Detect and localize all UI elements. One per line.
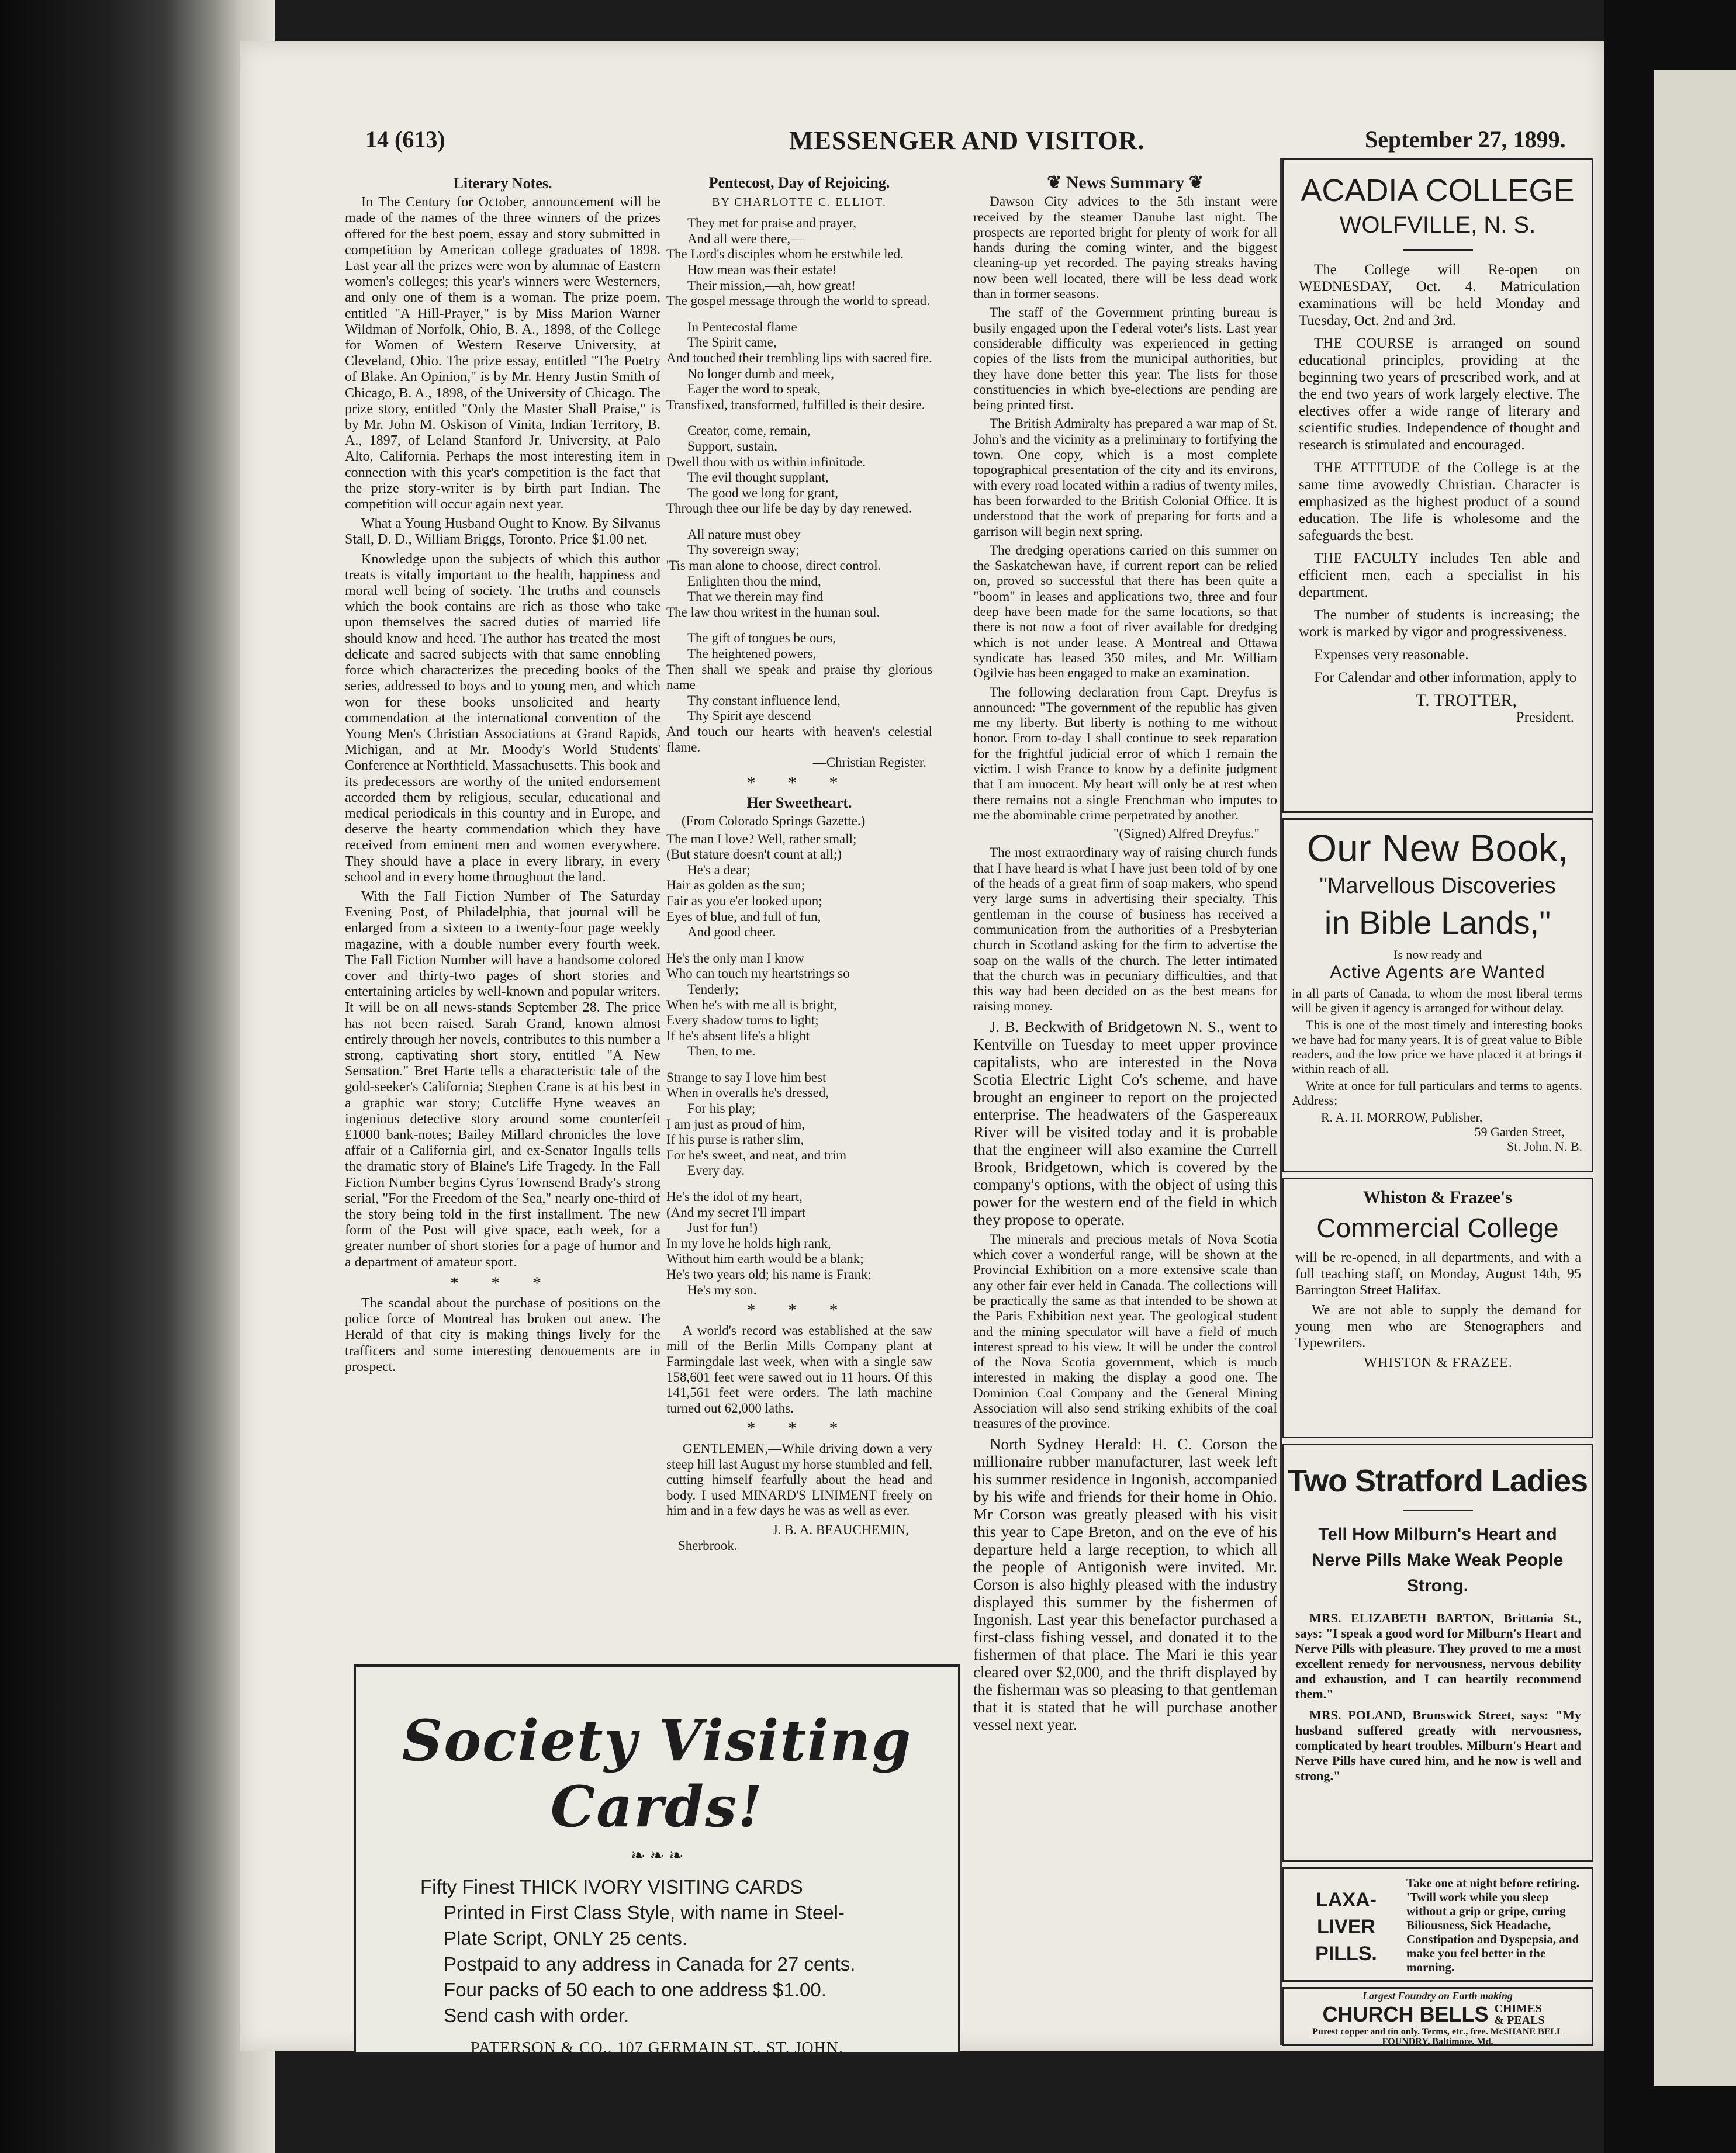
poem-line: And touch our hearts with heaven's celestial flame. [666,724,932,754]
column-poems [666,175,932,1553]
poem-line: Strange to say I love him best [666,1069,826,1085]
ad-firm: Whiston & Frazee's [1363,1188,1512,1207]
paragraph: THE COURSE is arranged on sound educational principles, providing at the beginning two years of prescribed work, and at the end two years of work largely elective. The electives offer a wide range of literary and scientific studies. Independence of thought and research is stimulated and encouraged. [1299,335,1580,453]
section-title-text: News Summary [1066,173,1185,192]
poem-line: Then shall we speak and praise thy glorious name [666,662,932,693]
poem-line: The gift of tongues be ours, [687,631,836,646]
poem-line: Every shadow turns to light; [666,1013,819,1028]
paragraph: Knowledge upon the subjects of which this author treats is vitally important to the health, happiness and moral well being of society. The truths and counsels which the book contains are rich as those who take upon themselves the sacred duties of married life should know and heed. The author has treated the most delicate and sacred subjects with that same ennobling force which characterizes the preceding books of the series, addressed to boys and to young men, and which won for these books unsolicited and hearty commendation at the international convention of the Young Men's Christian Associations at Grand Rapids, Michigan, and at Mr. Moody's World Students' Conference at Northfield, Massachusetts. This book and its predecessors are worthy of the united endorsement accorded them by religious, secular, educational and medical periodicals in this country and in Europe, and deserve the hearty commendation which they have received from eminent men and women everywhere. They should have a place in every library, in every school and in every home throughout the land. [345,551,660,885]
poem-line: In Pentecostal flame [687,319,797,334]
paragraph: The College will Re-open on WEDNESDAY, Oct. 4. Matriculation examinations will be held Monday and Tuesday, Oct. 2nd and 3rd. [1299,262,1580,328]
paragraph: We are not able to supply the demand for young men who are Stenographers and Typewriters. [1295,1303,1581,1351]
section-title [973,175,1277,191]
paragraph: The dredging operations carried on this summer on the Saskatchewan have, if current report can be relied on, proved so successful that there has been quite a "boom" in leases and applications two, three and four deep have been made for the same locations, so that there is not now a foot of river available for dredging which is not under lease. A Montreal and Ottawa syndicate has leased 350 miles, and Mr. William Ogilvie has been engaged to make an examination. [973,542,1277,681]
poem-line: When in overalls he's dressed, [666,1085,829,1100]
ad-stratford-ladies [1282,1444,1593,1862]
book-binding-shadow [0,0,275,2153]
poem-line: In my love he holds high rank, [666,1235,831,1251]
paragraph: The number of students is increasing; the work is marked by vigor and progressiveness. [1299,607,1580,640]
poem-line: He's my son. [687,1282,757,1297]
poem-line [666,940,932,951]
ad-headline: Tell How Milburn's Heart and Nerve Pills Make Weak People Strong. [1312,1525,1564,1595]
section-title: Literary Notes. [453,175,552,192]
ad-location: WOLFVILLE, N. S. [1339,212,1536,238]
poem-line [666,413,932,423]
ad-line: Purest copper and tin only. Terms, etc., free. McSHANE BELL FOUNDRY, Baltimore, Md. [1312,2027,1563,2047]
poem-line [666,620,932,631]
ad-new-book [1282,818,1593,1172]
poem-line: Thy Spirit aye descend [687,708,811,724]
poem-line: Then, to me. [687,1044,756,1059]
poem-line: For his play; [687,1101,756,1116]
poem-line: And good cheer. [687,925,776,940]
masthead: MESSENGER AND VISITOR. [789,126,1145,155]
ad-title: CHURCH BELLS [1322,2002,1489,2026]
ad-subtitle: in Bible Lands," [1324,904,1551,941]
poem-line: That we therein may find [687,589,824,604]
poem-byline: BY CHARLOTTE C. ELLIOT. [712,195,887,209]
poem-line: If his purse is rather slim, [666,1132,804,1147]
signer-role: President. [1516,709,1574,725]
poem-line: Transfixed, transformed, fulfilled is their desire. [666,397,925,412]
paragraph: What a Young Husband Ought to Know. By Silvanus Stall, D. D., William Briggs, Toronto. Price $1.00 net. [345,516,660,548]
ad-line: Active Agents are Wanted [1330,963,1545,982]
paragraph: Take one at night before retiring. 'Twill work while you sleep without a grip or gripe, curing Biliousness, Sick Headache, Constipation and Dyspepsia, and make you feel better in the morning. [1406,1876,1579,1974]
paragraph: In The Century for October, announcement will be made of the names of the three winners of the prizes offered for the best poem, essay and story submitted in competition by American college graduates of 1898. Last year all the prizes were won by alumnae of Eastern women's colleges; this year's winners were Westerners, and only one of them is a woman. The prize poem, entitled "A Hill-Prayer," is by Miss Marion Warner Wildman of Norfolk, Ohio, B. A., 1898, of the College for Women of Western Reserve University, at Cleveland, Ohio. The prize essay, entitled "The Poetry of Blake. An Opinion," is by Mr. Henry Justin Smith of Chicago, B. A., 1898, of the University of Chicago. The prize story, entitled "Only the Master Shall Praise," is by Mr. John M. Oskison of Vinita, Indian Territory, B. A., 1897, of Leland Stanford Jr. University, at Palo Alto, California. Perhaps the most interesting item in connection with this year's competition is the fact that the prize story-writer is by birth part Indian. The competition will occur again next year. [345,195,660,513]
poem-line: Without him earth would be a blank; [666,1251,864,1266]
ad-church-bells [1282,1987,1593,2046]
poem-line: Support, sustain, [687,438,777,454]
ad-title: Our New Book, [1306,826,1569,870]
paragraph: will be re-opened, in all departments, and with a full teaching staff, on Monday, August 14th, 95 Barrington Street Halifax. [1295,1250,1581,1298]
paragraph: GENTLEMEN,—While driving down a very steep hill last August my horse stumbled and fell, cutting himself fearfully about the head and body. I used MINARD'S LINIMENT freely on him and in a few days he was as well as ever. [666,1441,932,1518]
poem-line: He's the idol of my heart, [666,1189,803,1204]
poem-line [666,517,932,527]
ad-title: ACADIA COLLEGE [1301,173,1575,208]
signature: WHISTON & FRAZEE. [1364,1355,1513,1370]
paragraph: The following declaration from Capt. Dreyfus is announced: "The government of the republic has given me my liberty. But liberty is nothing to me without honor. From to-day I shall continue to seek reparation for the frightful judicial error of which I remain the victim. I wish France to know by a definite judgment that I am innocent. My heart will only be at rest when there remains not a single Frenchman who imputes to me the abominable crime perpetrated by another. [973,684,1277,823]
poem-line: The Lord's disciples whom he erstwhile led. [666,247,904,262]
paragraph: This is one of the most timely and interesting books we have had for many years. It is of great value to Bible readers, and the low price we have placed it at brings it within reach of all. [1292,1017,1582,1076]
poem-source: —Christian Register. [812,755,926,770]
poem-line: He's a dear; [687,862,751,877]
poem-line: Dwell thou with us within infinitude. [666,454,866,469]
ad-subtitle: "Marvellous Discoveries [1319,874,1556,898]
ornament-icon: ❧ ❧ ❧ [630,1846,684,1865]
ad-acadia-college [1282,158,1593,813]
signature: "(Signed) Alfred Dreyfus." [1113,826,1260,842]
ad-title: Two Stratford Ladies [1287,1463,1588,1498]
poem-title: Her Sweetheart. [746,794,852,812]
ad-line: Four packs of 50 each to one address $1.00. [444,1979,826,2000]
paragraph: J. B. Beckwith of Bridgetown N. S., went to Kentville on Tuesday to meet upper province capitalists, who are interested in the Nova Scotia Electric Light Co's scheme, and have brought an engineer to report on the projected enterprise. The headwaters of the Gaspereaux River will be visited today and it is probable that the engineer will also examine the Currell Brook, Bridgetown, which is covered by the company's options, with the object of using this power for the western end of the field in which they propose to operate. [973,1017,1277,1228]
poem-line [666,309,932,320]
ad-address: PATERSON & CO., 107 GERMAIN ST., ST. JOHN. [470,2039,844,2057]
poem-line: Their mission,—ah, how great! [687,278,856,293]
poem-line: Thy sovereign sway; [687,542,800,558]
poem-line: And touched their trembling lips with sacred fire. [666,350,932,365]
signer: T. TROTTER, [1416,691,1517,710]
column-news-summary [973,175,1277,1737]
poem-line: The Spirit came, [687,335,777,350]
divider [1403,249,1473,251]
paragraph: A world's record was established at the saw mill of the Berlin Mills Company plant at Farmingdale last week, when with a single saw 158,601 feet were sawed out in 11 hours. Of this 141,561 feet were orders. The lath machine turned out 62,000 laths. [666,1323,932,1415]
poem-line: He's two years old; his name is Frank; [666,1267,872,1282]
poem-line: Tenderly; [687,981,739,996]
ad-line: Is now ready and [1393,947,1482,962]
paragraph: in all parts of Canada, to whom the most liberal terms will be given if agency is arranged for without delay. [1292,986,1582,1015]
page-number: 14 (613) [365,126,445,153]
separator-stars: * * * [746,1418,852,1438]
poem-line: If he's absent life's a blight [666,1028,810,1043]
poem-line: I am just as proud of him, [666,1116,805,1131]
poem-line: (But stature doesn't count at all;) [666,847,842,862]
ad-line: Printed in First Class Style, with name in Steel- [444,1902,845,1923]
poem-line: Who can touch my heartstrings so [666,966,850,981]
poem-line: No longer dumb and meek, [687,366,835,381]
poem-source: (From Colorado Springs Gazette.) [682,813,866,828]
poem-lines [666,832,932,1299]
poem-line: The man I love? Well, rather small; [666,831,857,846]
poem-line: Every day. [687,1163,745,1178]
poem-line: The heightened powers, [687,646,817,662]
paragraph: The scandal about the purchase of positions on the police force of Montreal has broken out anew. The Herald of that city is making things lively for the trafficers and some interesting denouements are in prospect. [345,1296,660,1375]
poem-line [666,1179,932,1189]
poem-line: They met for praise and prayer, [687,216,857,231]
poem-line: For he's sweet, and neat, and trim [666,1147,847,1162]
ad-commercial-college [1282,1178,1593,1438]
poem-line: And all were there,— [687,231,804,246]
ad-column [1280,158,1595,2045]
ad-line: Largest Foundry on Earth making [1362,1990,1513,2002]
paragraph: For Calendar and other information, apply to [1314,670,1577,686]
poem-line: (And my secret I'll impart [666,1204,805,1220]
separator-stars: * * * [746,773,852,792]
poem-line: Thy constant influence lend, [687,693,841,708]
paragraph: Dawson City advices to the 5th instant were received by the steamer Danube last night. The prospects are reported bright for plenty of work for all hands during the coming winter, and the biggest cleaning-up yet recorded. The paying streaks having now been well located, there will be less dead work than in former seasons. [973,194,1277,302]
poem-line: Eyes of blue, and full of fun, [666,909,821,924]
paragraph: The staff of the Government printing bureau is busily engaged upon the Federal voter's lists. Last year considerable difficulty was experienced in getting copies of the lists from the municipal authorities, but they have done better this year. The lists for those constituencies in which bye-elections are pending are being printed first. [973,305,1277,413]
poem-lines [666,216,932,755]
adjacent-page-edge [1654,70,1736,2086]
paragraph: With the Fall Fiction Number of The Saturday Evening Post, of Philadelphia, that journal will be enlarged from a sixteen to a twenty-four page weekly magazine, with a double number every fourth week. The Fall Fiction Number will have a handsome colored cover and thirty-two pages of short stories and entertaining articles by well-known and popular writers. It will be on all news-stands September 28. The price has not been raised. Sarah Grand, known almost entirely through her novels, contributes to this number a strong, captivating short story, entitled "A New Sensation." Bret Harte tells a characteristic tale of the gold-seeker's California; Stephen Crane is at his best in a graphic war story; Cutcliffe Hyne weaves an ingenious detective story around some counterfeit £1000 bank-notes; Bailey Millard chronicles the love affair of a California girl, and ex-Senator Ingalls tells the dramatic story of Blaine's Life Tragedy. In the Fall Fiction Number begins Cyrus Townsend Brady's strong serial, "For the Freedom of the Sea," nearly one-third of the story being told in the first installment. The new form of the Post will give space, each week, for a greater number of short stories for a page of humor and a department of amateur sport. [345,888,660,1270]
paragraph: THE FACULTY includes Ten able and efficient men, each a specialist in his department. [1299,551,1580,600]
poem-line: Through thee our life be day by day renewed. [666,501,912,516]
paragraph: The British Admiralty has prepared a war map of St. John's and the vicinity as a preliminary to fortifying the town. One copy, which is a most complete topographical presentation of the city and its environs, with every road located within a radius of twenty miles, has been forwarded to the British Colonial Office. It is understood that the work of preparing for forts and a garrison will begin next spring. [973,416,1277,539]
paragraph: THE ATTITUDE of the College is at the same time avowedly Christian. Character is emphasized as the highest product of a sound education. The life is wholesome and the safeguards the best. [1299,460,1580,544]
ad-line: Plate Script, ONLY 25 cents. [444,1927,687,1949]
ad-headline: Society Visiting Cards! [402,1708,912,1840]
signature: J. B. A. BEAUCHEMIN, [772,1522,909,1537]
poem-line: Fair as you e'er looked upon; [666,893,822,908]
signature-place: Sherbrook. [678,1538,738,1553]
paragraph: North Sydney Herald: H. C. Corson the millionaire rubber manufacturer, last week left his summer residence in Ingonish, accompanied by his wife and friends for their home in Ohio. Mr Corson was greatly pleased with his visit this year to Cape Breton, and on the eve of his departure held a large reception, to which all the people of Antigonish were invited. Mr. Corson is also highly pleased with the industry displayed this summer by the fishermen of Ingonish. Last year this benefactor purchased a first-class fishing vessel, and donated it to the fishermen of that place. The Mari ie this year cleared over $2,000, and the thrift displayed by the fisherman was so pleasing to that gentleman that it is stated that he will purchase another vessel next year. [973,1435,1277,1733]
poem-line: When he's with me all is bright, [666,997,838,1012]
issue-date: September 27, 1899. [1365,126,1566,153]
poem-line: Creator, come, remain, [687,423,811,438]
poem-line: The evil thought supplant, [687,470,829,485]
publisher-city: St. John, N. B. [1507,1139,1582,1154]
poem-line: Enlighten thou the mind, [687,573,821,589]
poem-line: How mean was their estate! [687,262,837,277]
poem-title: Pentecost, Day of Rejoicing. [708,174,890,191]
ornament-icon: ❦ [1184,173,1204,192]
poem-line: Hair as golden as the sun; [666,878,805,893]
ad-title: Commercial College [1316,1213,1559,1243]
poem-line: He's the only man I know [666,950,805,965]
poem-line: Just for fun!) [687,1220,758,1235]
publisher-street: 59 Garden Street, [1474,1124,1565,1139]
ad-line: CHIMES & PEALS [1494,2002,1545,2027]
poem-line: 'Tis man alone to choose, direct control. [666,558,881,573]
paragraph: Expenses very reasonable. [1314,647,1469,663]
paragraph: MRS. ELIZABETH BARTON, Brittania St., says: "I speak a good word for Milburn's Heart and Nerve Pills with pleasure. They proved to me a most excellent remedy for nervousness, nervous debility and exhaustion, and I can heartily recommend them." [1295,1611,1581,1701]
publisher: R. A. H. MORROW, Publisher, [1321,1110,1483,1124]
ad-title: LAXA-LIVER PILLS. [1315,1889,1377,1965]
poem-line: The gospel message through the world to spread. [666,293,930,309]
ad-visiting-cards [354,1664,960,2096]
paragraph: MRS. POLAND, Brunswick Street, says: "My husband suffered greatly with nervousness, complicated by heart troubles. Milburn's Heart and Nerve Pills have cured him, and he now is well and strong." [1295,1708,1581,1783]
ad-note: N.B.—The Cards we use are the best in the market—and are usually sold at from 50 to 75 cents a pack. [428,2061,904,2096]
poem-line [666,1060,932,1070]
paragraph: The minerals and precious metals of Nova Scotia which cover a wonderful range, will be shown at the Provincial Exhibition on a more extensive scale than any other fair ever held in Canada. The collections will be practically the same as that intended to be shown at the Paris Exhibition next year. The geological student and the mining speculator will have a field of much interest spread to his view. It will be under the control of the Nova Scotia government, which is much interested in making the display a good one. The Dominion Coal Company and the General Mining Association will also send striking exhibits of the coal treasures of the province. [973,1231,1277,1432]
ad-line: Send cash with order. [444,2005,630,2026]
ad-laxa-liver [1282,1867,1593,1982]
poem-line: The good we long for grant, [687,485,839,500]
divider [1403,1510,1473,1511]
ornament-icon: ❦ [1047,173,1066,192]
poem-line: The law thou writest in the human soul. [666,604,880,619]
ad-line: Postpaid to any address in Canada for 27 cents. [444,1953,856,1975]
separator-stars: * * * [746,1300,852,1320]
column-literary-notes [345,175,660,1379]
separator-stars: * * * [450,1273,555,1293]
ad-line: Fifty Finest THICK IVORY VISITING CARDS [420,1876,803,1898]
paragraph: Write at once for full particulars and terms to agents. Address: [1292,1078,1582,1107]
poem-line: Eager the word to speak, [687,382,821,397]
paragraph: The most extraordinary way of raising church funds that I have heard is what I have just been told of by one of the heads of a great firm of soap makers, who spend very large sums in advertising their specialty. This gentleman in the course of business has received a communication from the authorities of a Presbyterian church in Scotland asking for the firm to advertise the soap on the walls of the church. The letter intimated that the church was in pecuniary difficulties, and that this way had been decided on as the best means for raising money. [973,845,1277,1015]
poem-line: All nature must obey [687,527,801,542]
